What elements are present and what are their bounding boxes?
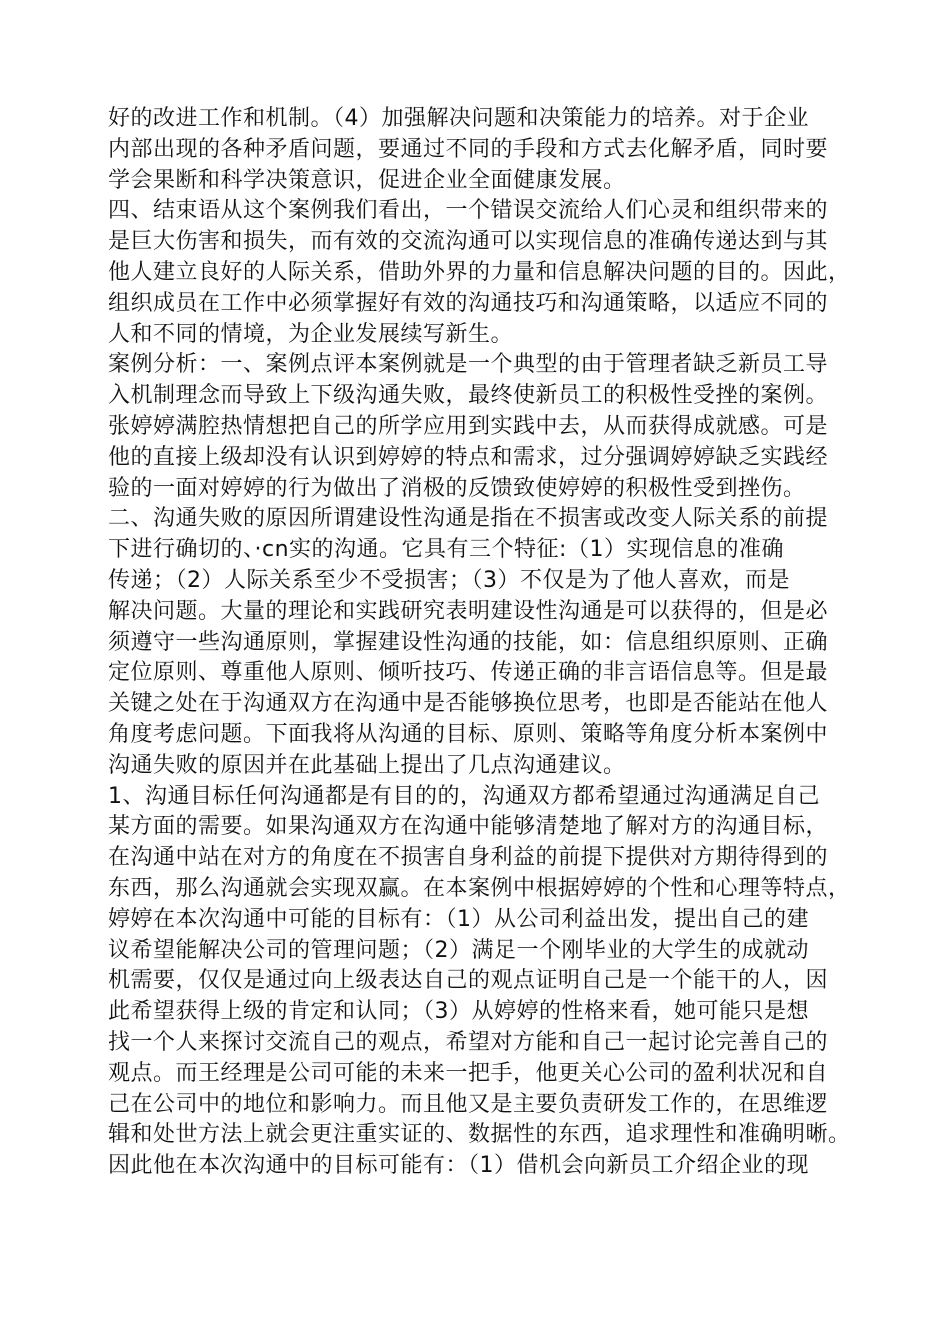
text-line: 须遵守一些沟通原则，掌握建设性沟通的技能，如：信息组织原则、正确 <box>108 629 829 655</box>
text-line: 机需要，仅仅是通过向上级表达自己的观点证明自己是一个能干的人，因 <box>108 968 829 994</box>
text-line: 验的一面对婷婷的行为做出了消极的反馈致使婷婷的积极性受到挫伤。 <box>108 475 806 501</box>
text-line: 沟通失败的原因并在此基础上提出了几点沟通建议。 <box>108 752 626 778</box>
text-line: 此希望获得上级的肯定和认同；（3）从婷婷的性格来看，她可能只是想 <box>108 999 809 1025</box>
text-line: 东西，那么沟通就会实现双赢。在本案例中根据婷婷的个性和心理等特点， <box>108 875 851 901</box>
text-line: 内部出现的各种矛盾问题，要通过不同的手段和方式去化解矛盾，同时要 <box>108 136 829 162</box>
text-line: 他人建立良好的人际关系，借助外界的力量和信息解决问题的目的。因此， <box>108 259 851 285</box>
text-line: 学会果断和科学决策意识，促进企业全面健康发展。 <box>108 167 626 193</box>
text-line: 人和不同的情境，为企业发展续写新生。 <box>108 321 514 347</box>
text-line: 某方面的需要。如果沟通双方在沟通中能够清楚地了解对方的沟通目标， <box>108 814 829 840</box>
text-line: 案例分析：一、案例点评本案例就是一个典型的由于管理者缺乏新员工导 <box>108 352 829 378</box>
text-line: 张婷婷满腔热情想把自己的所学应用到实践中去，从而获得成就感。可是 <box>108 413 829 439</box>
text-line: 好的改进工作和机制。（4）加强解决问题和决策能力的培养。对于企业 <box>108 106 809 131</box>
text-line: 是巨大伤害和损失，而有效的交流沟通可以实现信息的准确传递达到与其 <box>108 229 829 255</box>
text-line: 组织成员在工作中必须掌握好有效的沟通技巧和沟通策略，以适应不同的 <box>108 290 829 316</box>
text-line: 婷婷在本次沟通中可能的目标有：（1）从公司利益出发，提出自己的建 <box>108 906 809 932</box>
text-line: 解决问题。大量的理论和实践研究表明建设性沟通是可以获得的，但是必 <box>108 598 829 624</box>
text-line: 下进行确切的、·cn实的沟通。它具有三个特征:（1）实现信息的准确 <box>108 537 784 563</box>
text-line: 辑和处世方法上就会更注重实证的、数据性的东西，追求理性和准确明晰。 <box>108 1122 851 1148</box>
text-line: 因此他在本次沟通中的目标可能有：（1）借机会向新员工介绍企业的现 <box>108 1153 809 1179</box>
text-line: 定位原则、尊重他人原则、倾听技巧、传递正确的非言语信息等。但是最 <box>108 660 829 686</box>
body-text <box>108 104 868 1182</box>
text-line: 找一个人来探讨交流自己的观点，希望对方能和自己一起讨论完善自己的 <box>108 1029 829 1055</box>
text-line: 四、结束语从这个案例我们看出，一个错误交流给人们心灵和组织带来的 <box>108 198 829 224</box>
text-line: 角度考虑问题。下面我将从沟通的目标、原则、策略等角度分析本案例中 <box>108 721 829 747</box>
text-line: 传递；（2）人际关系至少不受损害；（3）不仅是为了他人喜欢，而是 <box>108 567 790 593</box>
text-line: 二、沟通失败的原因所谓建设性沟通是指在不损害或改变人际关系的前提 <box>108 506 829 532</box>
text-line: 1、沟通目标任何沟通都是有目的的，沟通双方都希望通过沟通满足自己 <box>108 783 820 809</box>
text-line: 在沟通中站在对方的角度在不损害自身利益的前提下提供对方期待得到的 <box>108 845 829 871</box>
text-line: 己在公司中的地位和影响力。而且他又是主要负责研发工作的，在思维逻 <box>108 1091 829 1117</box>
text-line: 入机制理念而导致上下级沟通失败，最终使新员工的积极性受挫的案例。 <box>108 383 829 409</box>
text-line: 关键之处在于沟通双方在沟通中是否能够换位思考，也即是否能站在他人 <box>108 691 829 717</box>
text-line: 议希望能解决公司的管理问题；（2）满足一个刚毕业的大学生的成就动 <box>108 937 809 963</box>
text-line: 观点。而王经理是公司可能的未来一把手，他更关心公司的盈利状况和自 <box>108 1060 829 1086</box>
text-line: 他的直接上级却没有认识到婷婷的特点和需求，过分强调婷婷缺乏实践经 <box>108 444 829 470</box>
